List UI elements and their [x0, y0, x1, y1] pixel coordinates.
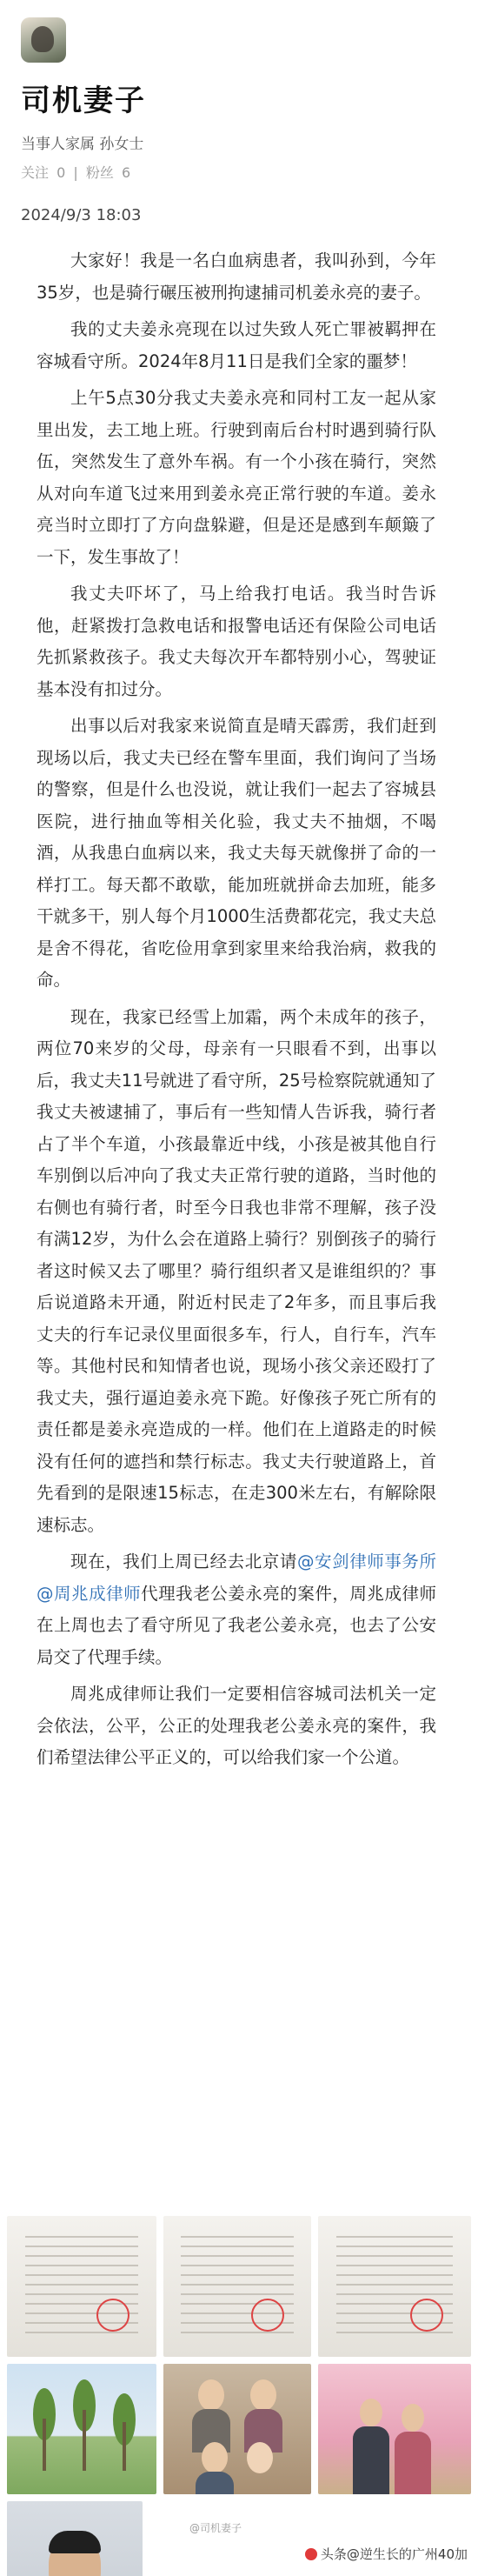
- paragraph-3: 上午5点30分我丈夫姜永亮和同村工友一起从家里出发，去工地上班。行驶到南后台村时遇到骑行队伍，突然发生了意外车祸。有一个小孩在骑行，突然从对向车道飞过来用到姜永亮正常行驶的车道。姜永亮当时立即打了方向盘躲避，但是还是感到车颠簸了一下，发生事故了！: [37, 388, 436, 567]
- lawyer-text-before: 现在，我们上周已经去北京请: [70, 1552, 297, 1572]
- stats-divider: |: [73, 164, 78, 181]
- paragraph-6: 现在，我家已经雪上加霜，两个未成年的孩子，两位70来岁的父母，母亲有一只眼看不到，出事以后，我丈夫11号就进了看守所，25号检察院就通知了我丈夫被逮捕了，事后有一些知情人告诉我，骑行者占了半个车道，小孩最靠近中线，小孩是被其他自行车别倒以后冲向了我丈夫正常行驶的道路，当时他的右侧也有骑行者，时至今日我也非常不理解，孩子没有满12岁，为什么会在道路上骑行？别倒孩子的骑行者这时候又去了哪里？骑行组织者又是谁组织的？事后说道路未开通，附近村民走了2年多，而且事后我丈夫的行车记录仪里面很多车，行人，自行车，汽车等。其他村民和知情者也说，现场小孩父亲还殴打了我丈夫，强行逼迫姜永亮下跪。好像孩子死亡所有的责任都是姜永亮造成的一样。他们在上道路走的时候没有任何的遮挡和禁行标志。我丈夫行驶道路上，首先看到的是限速15标志，在走300米左右，有解除限速标志。: [37, 1006, 436, 1535]
- document-photo-2[interactable]: [163, 2216, 311, 2357]
- mention-law-firm-link[interactable]: @安剑律师事务所: [296, 1552, 436, 1572]
- document-photo-1[interactable]: [7, 2216, 156, 2357]
- paragraph-lawyer: [37, 1546, 436, 1673]
- post-body: [37, 245, 436, 1774]
- avatar[interactable]: [21, 17, 66, 63]
- follow-count[interactable]: 0: [56, 164, 66, 181]
- author-name[interactable]: 司机妻子: [21, 83, 146, 118]
- couple-photo[interactable]: [318, 2364, 471, 2494]
- paragraph-7: 周兆成律师让我们一定要相信容城司法机关一定会依法，公平，公正的处理我老公姜永亮的案件，我们希望法律公平正义的，可以给我们家一个公道。: [37, 1684, 436, 1767]
- fans-count[interactable]: 6: [121, 164, 131, 181]
- follow-label[interactable]: 关注: [21, 164, 50, 181]
- family-photo[interactable]: [163, 2364, 311, 2494]
- author-subtitle: 当事人家属 孙女士: [21, 136, 144, 153]
- fans-label[interactable]: 粉丝: [85, 164, 114, 181]
- paragraph-2: 我的丈夫姜永亮现在以过失致人死亡罪被羁押在容城看守所。2024年8月11日是我们全家的噩梦！: [37, 319, 436, 371]
- document-photo-3[interactable]: [318, 2216, 471, 2357]
- image-watermark: @司机妻子: [189, 2522, 242, 2534]
- toutiao-logo-icon: [305, 2548, 317, 2560]
- profile-stats: [21, 162, 457, 182]
- lawyer-text-after: 代理我老公姜永亮的案件，周兆成律师在上周也去了看守所见了我老公姜永亮，也去了公安局交了代理手续。: [37, 1583, 436, 1667]
- paragraph-4: 我丈夫吓坏了，马上给我打电话。我当时告诉他，赶紧拨打急救电话和报警电话还有保险公司电话先抓紧救孩子。我丈夫每次开车都特别小心，驾驶证基本没有扣过分。: [37, 584, 436, 699]
- source-brand: [305, 2545, 468, 2563]
- profile-header: [0, 0, 478, 182]
- mention-lawyer-link[interactable]: @周兆成律师: [37, 1583, 142, 1604]
- paragraph-5: 出事以后对我家来说简直是晴天霹雳，我们赶到现场以后，我丈夫已经在警车里面，我们询问了当场的警察，但是什么也没说，就让我们一起去了容城县医院，进行抽血等相关化验，我丈夫不抽烟，不喝酒，从我患白血病以来，我丈夫每天就像拼了命的一样打工。每天都不敢歇，能加班就拼命去加班，能多干就多干，别人每个月1000生活费都花完，我丈夫总是舍不得花，省吃俭用拿到家里来给我治病，救我的命。: [37, 716, 436, 990]
- road-trees-photo[interactable]: [7, 2364, 156, 2494]
- post-date: 2024/9/3 18:03: [21, 206, 142, 224]
- source-brand-label: 头条@逆生长的广州40加: [320, 2546, 468, 2562]
- man-portrait-photo[interactable]: [7, 2501, 143, 2576]
- paragraph-1: 大家好！我是一名白血病患者，我叫孙到，今年35岁，也是骑行碾压被刑拘逮捕司机姜永亮的妻子。: [37, 250, 436, 303]
